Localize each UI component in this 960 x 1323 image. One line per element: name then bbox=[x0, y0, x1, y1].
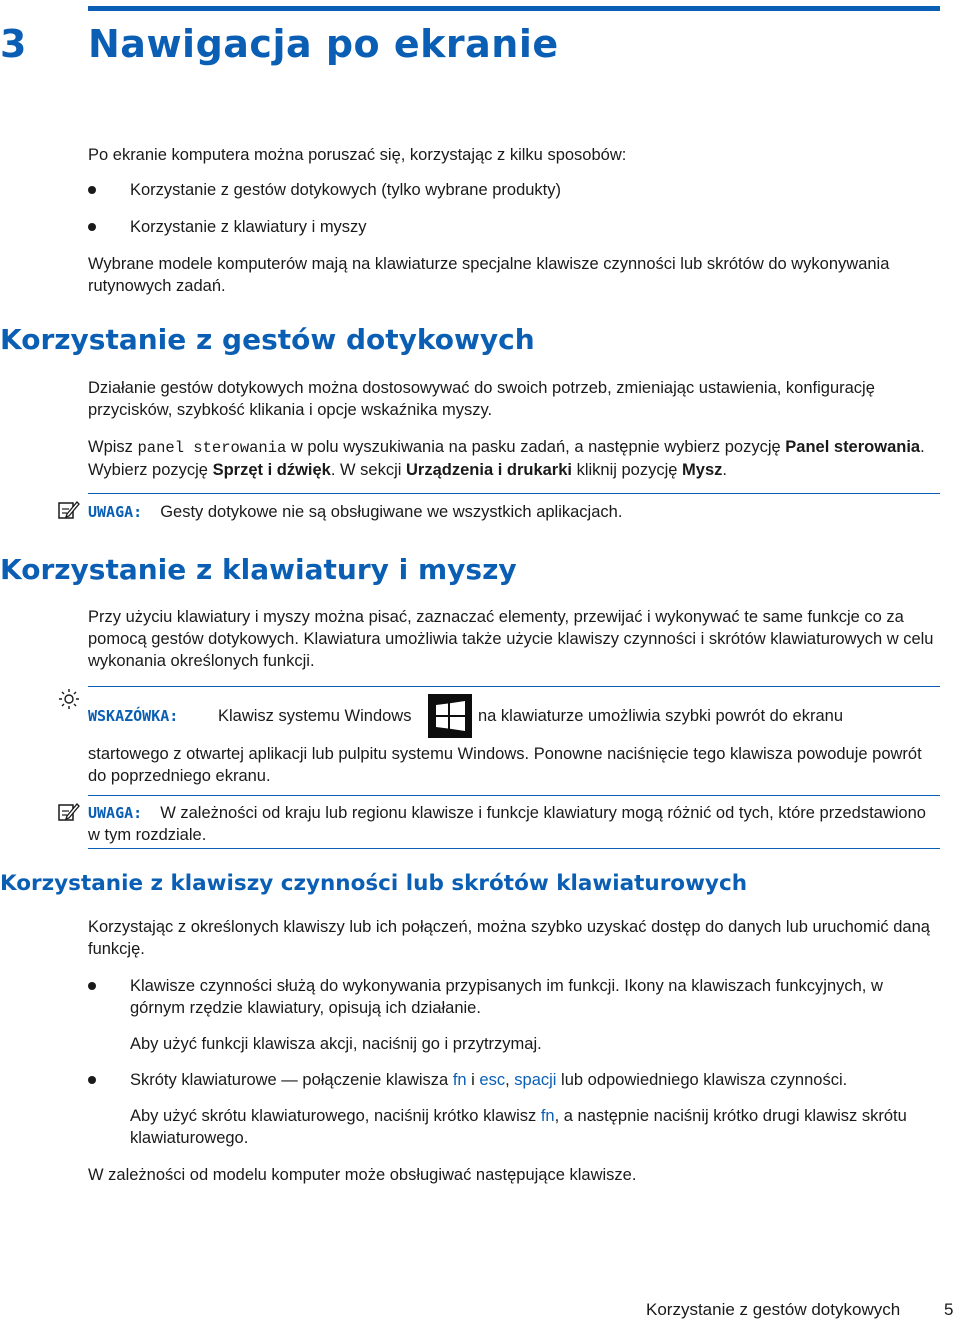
shortcuts-paragraph: Korzystając z określonych klawiszy lub ich połączeń, można szybko uzyskać dostęp do danych lub uruchomić daną funkcję. bbox=[88, 918, 930, 958]
tip-text-1: Klawisz systemu Windows bbox=[218, 707, 412, 725]
tip-text-2: na klawiaturze umożliwia szybki powrót do ekranu bbox=[478, 707, 843, 725]
code-text: panel sterowania bbox=[137, 439, 287, 457]
note-pencil-icon bbox=[58, 499, 80, 521]
section-heading-keyboard: Korzystanie z klawiatury i myszy bbox=[0, 553, 517, 586]
intro-paragraph: Wybrane modele komputerów mają na klawiaturze specjalne klawisze czynności lub skrótów do wykonywania rutynowych zadań. bbox=[88, 255, 890, 295]
note-bottom-rule bbox=[88, 848, 940, 849]
bullet-dot bbox=[88, 186, 96, 194]
bullet-dot bbox=[88, 982, 96, 990]
note-rule-2 bbox=[88, 795, 940, 796]
touch-paragraph-1: Działanie gestów dotykowych można dostosowywać do swoich potrzeb, zmieniając ustawienia, konfigurację przycisków, szybkość klikania i opcje wskaźnika myszy. bbox=[88, 379, 875, 419]
key-esc: esc bbox=[479, 1071, 506, 1089]
key-fn: fn bbox=[452, 1071, 467, 1089]
top-rule bbox=[88, 6, 940, 11]
closing-paragraph: W zależności od modelu komputer może obsługiwać następujące klawisze. bbox=[88, 1166, 637, 1184]
shortcuts-bullet-1: Klawisze czynności służą do wykonywania przypisanych im funkcji. Ikony na klawiszach funkcyjnych, w górnym rzędzie klawiatury, opisują ich działanie. bbox=[130, 977, 883, 1017]
shortcuts-bullet-2: Skróty klawiaturowe — połączenie klawisza fn i esc, spacji lub odpowiedniego klawisza czynności. bbox=[130, 1071, 848, 1089]
chapter-number: 3 bbox=[0, 22, 27, 66]
key-space: spacji bbox=[514, 1071, 557, 1089]
windows-logo-icon bbox=[428, 694, 472, 738]
tip-text-3: startowego z otwartej aplikacji lub pulpitu systemu Windows. Ponowne naciśnięcie tego klawisza powoduje powrót do poprzedniego ekranu. bbox=[88, 745, 922, 785]
note-text: Gesty dotykowe nie są obsługiwane we wszystkich aplikacjach. bbox=[160, 503, 623, 521]
tip-rule bbox=[88, 686, 940, 687]
footer-page-number: 5 bbox=[944, 1300, 954, 1319]
lightbulb-icon bbox=[58, 688, 80, 710]
footer-section-title: Korzystanie z gestów dotykowych bbox=[646, 1300, 901, 1319]
tip-label: WSKAZÓWKA: bbox=[88, 707, 179, 725]
keyboard-note bbox=[88, 802, 940, 846]
note-label: UWAGA: bbox=[88, 503, 143, 521]
shortcuts-bullet-2-sub: Aby użyć skrótu klawiaturowego, naciśnij krótko klawisz fn, a następnie naciśnij krótko drugi klawisz skrótu klawiaturowego. bbox=[130, 1107, 907, 1147]
key-fn: fn bbox=[540, 1107, 555, 1125]
touch-paragraph-2: Wpisz panel sterowania w polu wyszukiwania na pasku zadań, a następnie wybierz pozycję Panel sterowania. Wybierz pozycję Sprzęt i dźwięk. W sekcji Urządzenia i drukarki kliknij pozycję Mysz. bbox=[88, 438, 925, 479]
bullet-dot bbox=[88, 223, 96, 231]
note-text: W zależności od kraju lub regionu klawisze i funkcje klawiatury mogą różnić od tych, które przedstawiono w tym rozdziale. bbox=[88, 804, 926, 844]
section-heading-shortcuts: Korzystanie z klawiszy czynności lub skrótów klawiaturowych bbox=[0, 871, 747, 896]
tip-label-wrap bbox=[88, 705, 208, 727]
intro-bullet-1: Korzystanie z gestów dotykowych (tylko wybrane produkty) bbox=[130, 181, 562, 199]
intro-lead: Po ekranie komputera można poruszać się, korzystając z kilku sposobów: bbox=[88, 146, 627, 164]
keyboard-paragraph: Przy użyciu klawiatury i myszy można pisać, zaznaczać elementy, przewijać i wykonywać te same funkcje co za pomocą gestów dotykowych. Klawiatura umożliwia także użycie klawiszy czynności i skrótów klawiaturowych w celu wykonania określonych funkcji. bbox=[88, 608, 934, 670]
note-rule bbox=[88, 493, 940, 494]
note-pencil-icon bbox=[58, 801, 80, 823]
section-heading-touch: Korzystanie z gestów dotykowych bbox=[0, 323, 535, 356]
intro-bullet-2: Korzystanie z klawiatury i myszy bbox=[130, 218, 367, 236]
touch-note bbox=[88, 501, 940, 523]
shortcuts-bullet-1-sub: Aby użyć funkcji klawisza akcji, naciśnij go i przytrzymaj. bbox=[130, 1035, 542, 1053]
chapter-title bbox=[0, 22, 559, 66]
bullet-dot bbox=[88, 1076, 96, 1084]
chapter-title-text: Nawigacja po ekranie bbox=[88, 22, 559, 66]
note-label: UWAGA: bbox=[88, 804, 143, 822]
